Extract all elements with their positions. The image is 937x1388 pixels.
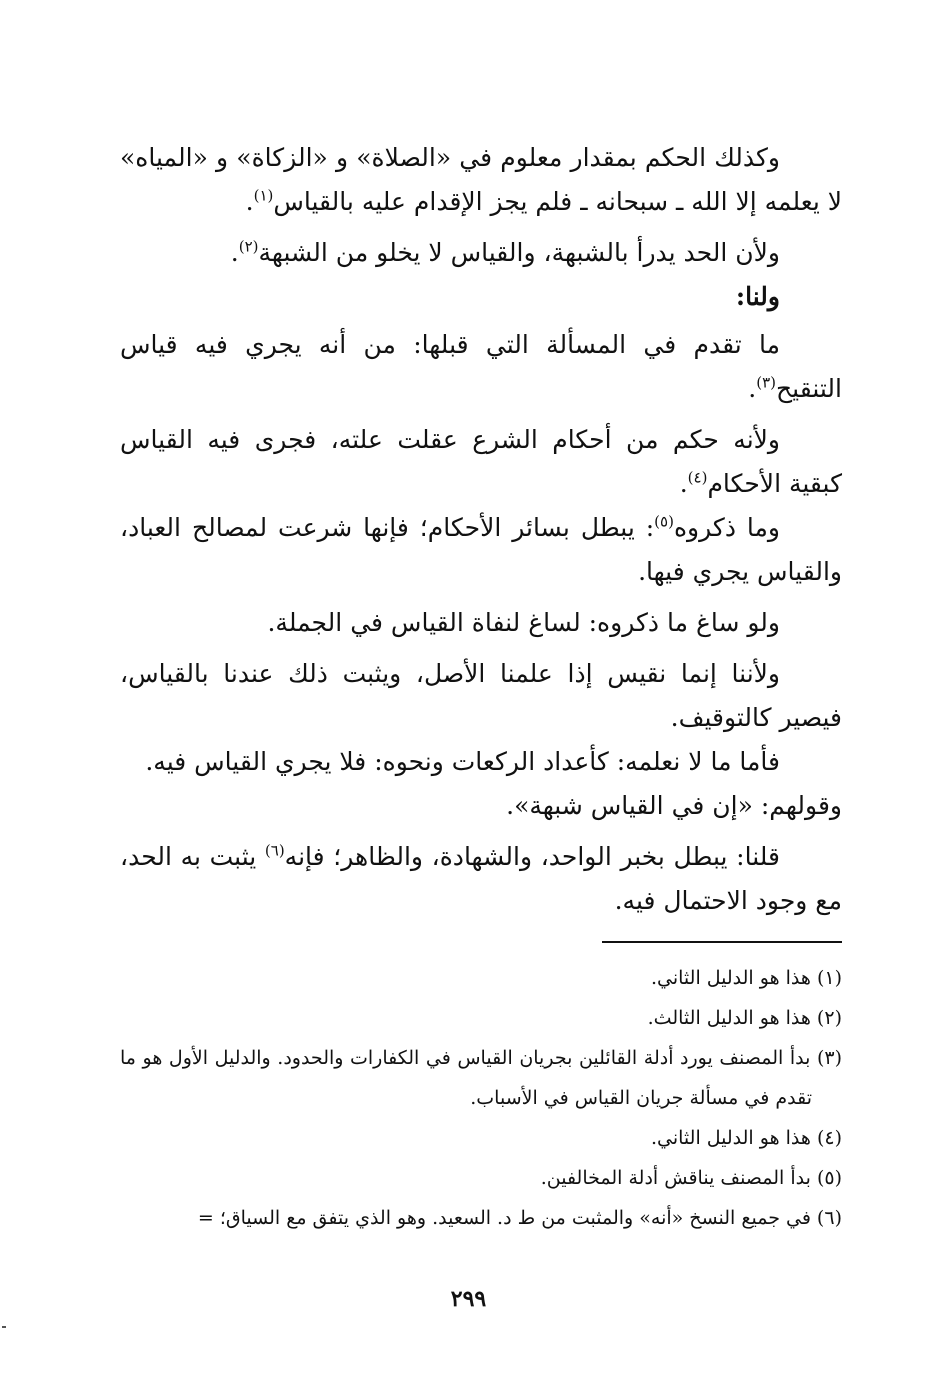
paragraph-text: ولو ساغ ما ذكروه: لساغ لنفاة القياس في الجملة. [267, 608, 780, 637]
paragraph-3 [120, 323, 842, 411]
paragraph-5 [120, 506, 842, 594]
paragraph-tail: . [230, 238, 239, 267]
paragraph-10 [120, 835, 842, 923]
footnote-2: (٢) هذا هو الدليل الثالث. [647, 1007, 842, 1029]
paragraph-9 [120, 784, 842, 828]
paragraph-text: وما ذكروه [673, 513, 780, 542]
paragraph-text: ولأنه حكم من أحكام الشرع عقلت علته، فجرى فيه القياس كبقية الأحكام [120, 425, 842, 498]
paragraph-text: وقولهم: «إن في القياس شبهة». [506, 791, 842, 820]
paragraph-2 [120, 231, 842, 275]
footnote-5: (٥) بدأ المصنف يناقش أدلة المخالفين. [540, 1167, 842, 1189]
paragraph-text: قلنا: يبطل بخبر الواحد، والشهادة، والظاهر؛ فإنه [284, 842, 780, 871]
paragraph-6 [120, 601, 842, 645]
footnote-6: (٦) في جميع النسخ «أنه» والمثبت من ط د. السعيد. وهو الذي يتفق مع السياق؛ = [197, 1207, 842, 1229]
footnote-ref: (٢) [238, 237, 259, 256]
paragraph-tail: يثبت به الحد، مع وجود الاحتمال فيه. [120, 842, 842, 915]
scan-speck [2, 1326, 6, 1328]
paragraph-tail: . [679, 469, 688, 498]
paragraph-tail: . [245, 187, 254, 216]
paragraph-text: ولأننا إنما نقيس إذا علمنا الأصل، ويثبت ذلك عندنا بالقياس، فيصير كالتوقيف. [120, 659, 842, 732]
main-text [120, 136, 842, 930]
paragraph-tail: . [748, 374, 757, 403]
heading-text: ولنا: [735, 282, 780, 311]
footnote-1: (١) هذا هو الدليل الثاني. [650, 967, 842, 989]
paragraph-text: ما تقدم في المسألة التي قبلها: من أنه يجري فيه قياس التنقيح [120, 330, 842, 403]
footnote-4: (٤) هذا هو الدليل الثاني. [650, 1127, 842, 1149]
footnote-ref: (٤) [687, 468, 708, 487]
footnotes [120, 958, 842, 1238]
paragraph-1 [120, 136, 842, 224]
paragraph-text: فأما ما لا نعلمه: كأعداد الركعات ونحوه: فلا يجري القياس فيه. [145, 747, 780, 776]
paragraph-text: ولأن الحد يدرأ بالشبهة، والقياس لا يخلو من الشبهة [258, 238, 780, 267]
footnote-ref: (١) [253, 186, 274, 205]
page-number: ٢٩٩ [450, 1286, 487, 1312]
section-heading [120, 275, 842, 319]
paragraph-tail: : يبطل بسائر الأحكام؛ فإنها شرعت لمصالح العباد، والقياس يجري فيها. [120, 513, 842, 586]
footnote-ref: (٥) [654, 512, 674, 531]
paragraph-8 [120, 740, 842, 784]
footnote-ref: (٣) [756, 373, 777, 392]
paragraph-7 [120, 652, 842, 740]
footnote-3: (٣) بدأ المصنف يورد أدلة القائلين بجريان القياس في الكفارات والحدود. والدليل الأول هو ما تقدم في مسألة جريان القياس في الأسباب. [120, 1047, 842, 1109]
paragraph-4 [120, 418, 842, 506]
paragraph-text: وكذلك الحكم بمقدار معلوم في «الصلاة» و «الزكاة» و «المياه» لا يعلمه إلا الله ـ سبحانه ـ فلم يجز الإقدام عليه بالقياس [120, 143, 842, 216]
footnote-divider [602, 941, 842, 943]
footnote-ref: (٦) [264, 841, 285, 860]
